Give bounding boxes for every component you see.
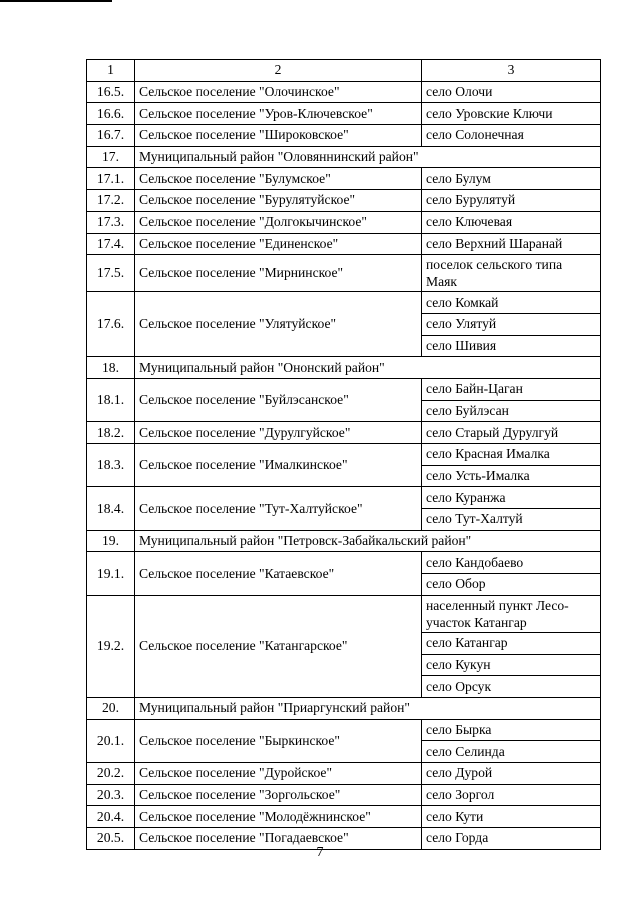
locality-name: село Буйлэсан — [422, 400, 601, 422]
settlement-name: Сельское поселение "Долгокычинское" — [135, 211, 422, 233]
district-row — [87, 357, 601, 379]
locality-name: село Бырка — [422, 719, 601, 741]
locality-name: село Солонечная — [422, 125, 601, 147]
settlement-row — [87, 422, 601, 444]
district-name: Муниципальный район "Ононский район" — [135, 357, 601, 379]
settlement-name: Сельское поселение "Олочинское" — [135, 81, 422, 103]
settlement-name: Сельское поселение "Быркинское" — [135, 719, 422, 762]
settlement-number: 16.5. — [87, 81, 135, 103]
settlement-name: Сельское поселение "Бурулятуйское" — [135, 190, 422, 212]
locality-name: село Кандобаево — [422, 552, 601, 574]
settlement-number: 19.2. — [87, 595, 135, 697]
settlement-number: 20.2. — [87, 762, 135, 784]
settlement-number: 17.5. — [87, 255, 135, 292]
locality-name: село Бурулятуй — [422, 190, 601, 212]
district-number: 19. — [87, 530, 135, 552]
settlement-number: 18.4. — [87, 487, 135, 530]
settlement-number: 20.1. — [87, 719, 135, 762]
district-row — [87, 530, 601, 552]
settlement-name: Сельское поселение "Катангарское" — [135, 595, 422, 697]
settlement-number: 17.2. — [87, 190, 135, 212]
locality-name: населенный пункт Лесо-участок Катангар — [422, 595, 601, 632]
district-row — [87, 146, 601, 168]
settlement-row — [87, 784, 601, 806]
settlement-row — [87, 125, 601, 147]
settlement-name: Сельское поселение "Широковское" — [135, 125, 422, 147]
settlement-row — [87, 806, 601, 828]
settlement-row — [87, 255, 601, 292]
settlement-number: 19.1. — [87, 552, 135, 595]
settlement-name: Сельское поселение "Улятуйское" — [135, 292, 422, 357]
locality-name: село Тут-Халтуй — [422, 509, 601, 531]
settlement-row — [87, 103, 601, 125]
locality-name: село Дурой — [422, 762, 601, 784]
settlement-row — [87, 378, 601, 400]
settlement-row — [87, 595, 601, 632]
locality-name: село Усть-Ималка — [422, 465, 601, 487]
district-name: Муниципальный район "Петровск-Забайкальский район" — [135, 530, 601, 552]
locality-name: поселок сельского типа Маяк — [422, 255, 601, 292]
locality-name: село Старый Дурулгуй — [422, 422, 601, 444]
settlement-row — [87, 487, 601, 509]
settlement-number: 16.6. — [87, 103, 135, 125]
settlement-name: Сельское поселение "Уров-Ключевское" — [135, 103, 422, 125]
settlements-table-body — [87, 60, 601, 850]
settlement-name: Сельское поселение "Дурулгуйское" — [135, 422, 422, 444]
table-header-row — [87, 60, 601, 82]
locality-name: село Красная Ималка — [422, 444, 601, 466]
settlement-row — [87, 168, 601, 190]
district-row — [87, 697, 601, 719]
locality-name: село Орсук — [422, 676, 601, 698]
settlement-name: Сельское поселение "Катаевское" — [135, 552, 422, 595]
locality-name: село Булум — [422, 168, 601, 190]
locality-name: село Кукун — [422, 654, 601, 676]
district-number: 20. — [87, 697, 135, 719]
column-header-number: 1 — [87, 60, 135, 82]
settlement-name: Сельское поселение "Буйлэсанское" — [135, 378, 422, 421]
settlement-row — [87, 762, 601, 784]
settlement-row — [87, 444, 601, 466]
locality-name: село Горда — [422, 828, 601, 850]
locality-name: село Кути — [422, 806, 601, 828]
locality-name: село Шивия — [422, 335, 601, 357]
top-rule — [0, 0, 112, 2]
settlement-name: Сельское поселение "Ималкинское" — [135, 444, 422, 487]
settlement-row — [87, 719, 601, 741]
settlement-number: 20.4. — [87, 806, 135, 828]
settlement-row — [87, 552, 601, 574]
settlement-row — [87, 190, 601, 212]
locality-name: село Ключевая — [422, 211, 601, 233]
settlement-name: Сельское поселение "Тут-Халтуйское" — [135, 487, 422, 530]
settlement-number: 20.3. — [87, 784, 135, 806]
locality-name: село Зоргол — [422, 784, 601, 806]
locality-name: село Комкай — [422, 292, 601, 314]
district-number: 17. — [87, 146, 135, 168]
settlement-name: Сельское поселение "Зоргольское" — [135, 784, 422, 806]
locality-name: село Верхний Шаранай — [422, 233, 601, 255]
locality-name: село Обор — [422, 574, 601, 596]
settlement-name: Сельское поселение "Молодёжнинское" — [135, 806, 422, 828]
settlement-name: Сельское поселение "Булумское" — [135, 168, 422, 190]
settlement-number: 18.1. — [87, 378, 135, 421]
settlement-number: 18.2. — [87, 422, 135, 444]
settlement-name: Сельское поселение "Дуройское" — [135, 762, 422, 784]
settlement-number: 18.3. — [87, 444, 135, 487]
settlement-number: 20.5. — [87, 828, 135, 850]
settlement-row — [87, 233, 601, 255]
column-header-settlement: 2 — [135, 60, 422, 82]
settlement-row — [87, 81, 601, 103]
locality-name: село Улятуй — [422, 313, 601, 335]
locality-name: село Селинда — [422, 741, 601, 763]
settlement-number: 17.3. — [87, 211, 135, 233]
settlement-name: Сельское поселение "Погадаевское" — [135, 828, 422, 850]
settlement-number: 17.4. — [87, 233, 135, 255]
settlement-number: 17.1. — [87, 168, 135, 190]
page-number: 7 — [316, 845, 324, 860]
settlement-row — [87, 211, 601, 233]
settlement-name: Сельское поселение "Мирнинское" — [135, 255, 422, 292]
settlements-table — [86, 59, 601, 850]
settlement-number: 17.6. — [87, 292, 135, 357]
district-name: Муниципальный район "Оловяннинский район" — [135, 146, 601, 168]
locality-name: село Катангар — [422, 632, 601, 654]
locality-name: село Байн-Цаган — [422, 378, 601, 400]
settlement-number: 16.7. — [87, 125, 135, 147]
district-name: Муниципальный район "Приаргунский район" — [135, 697, 601, 719]
settlement-row — [87, 292, 601, 314]
locality-name: село Олочи — [422, 81, 601, 103]
locality-name: село Куранжа — [422, 487, 601, 509]
locality-name: село Уровские Ключи — [422, 103, 601, 125]
settlement-name: Сельское поселение "Единенское" — [135, 233, 422, 255]
district-number: 18. — [87, 357, 135, 379]
column-header-locality: 3 — [422, 60, 601, 82]
